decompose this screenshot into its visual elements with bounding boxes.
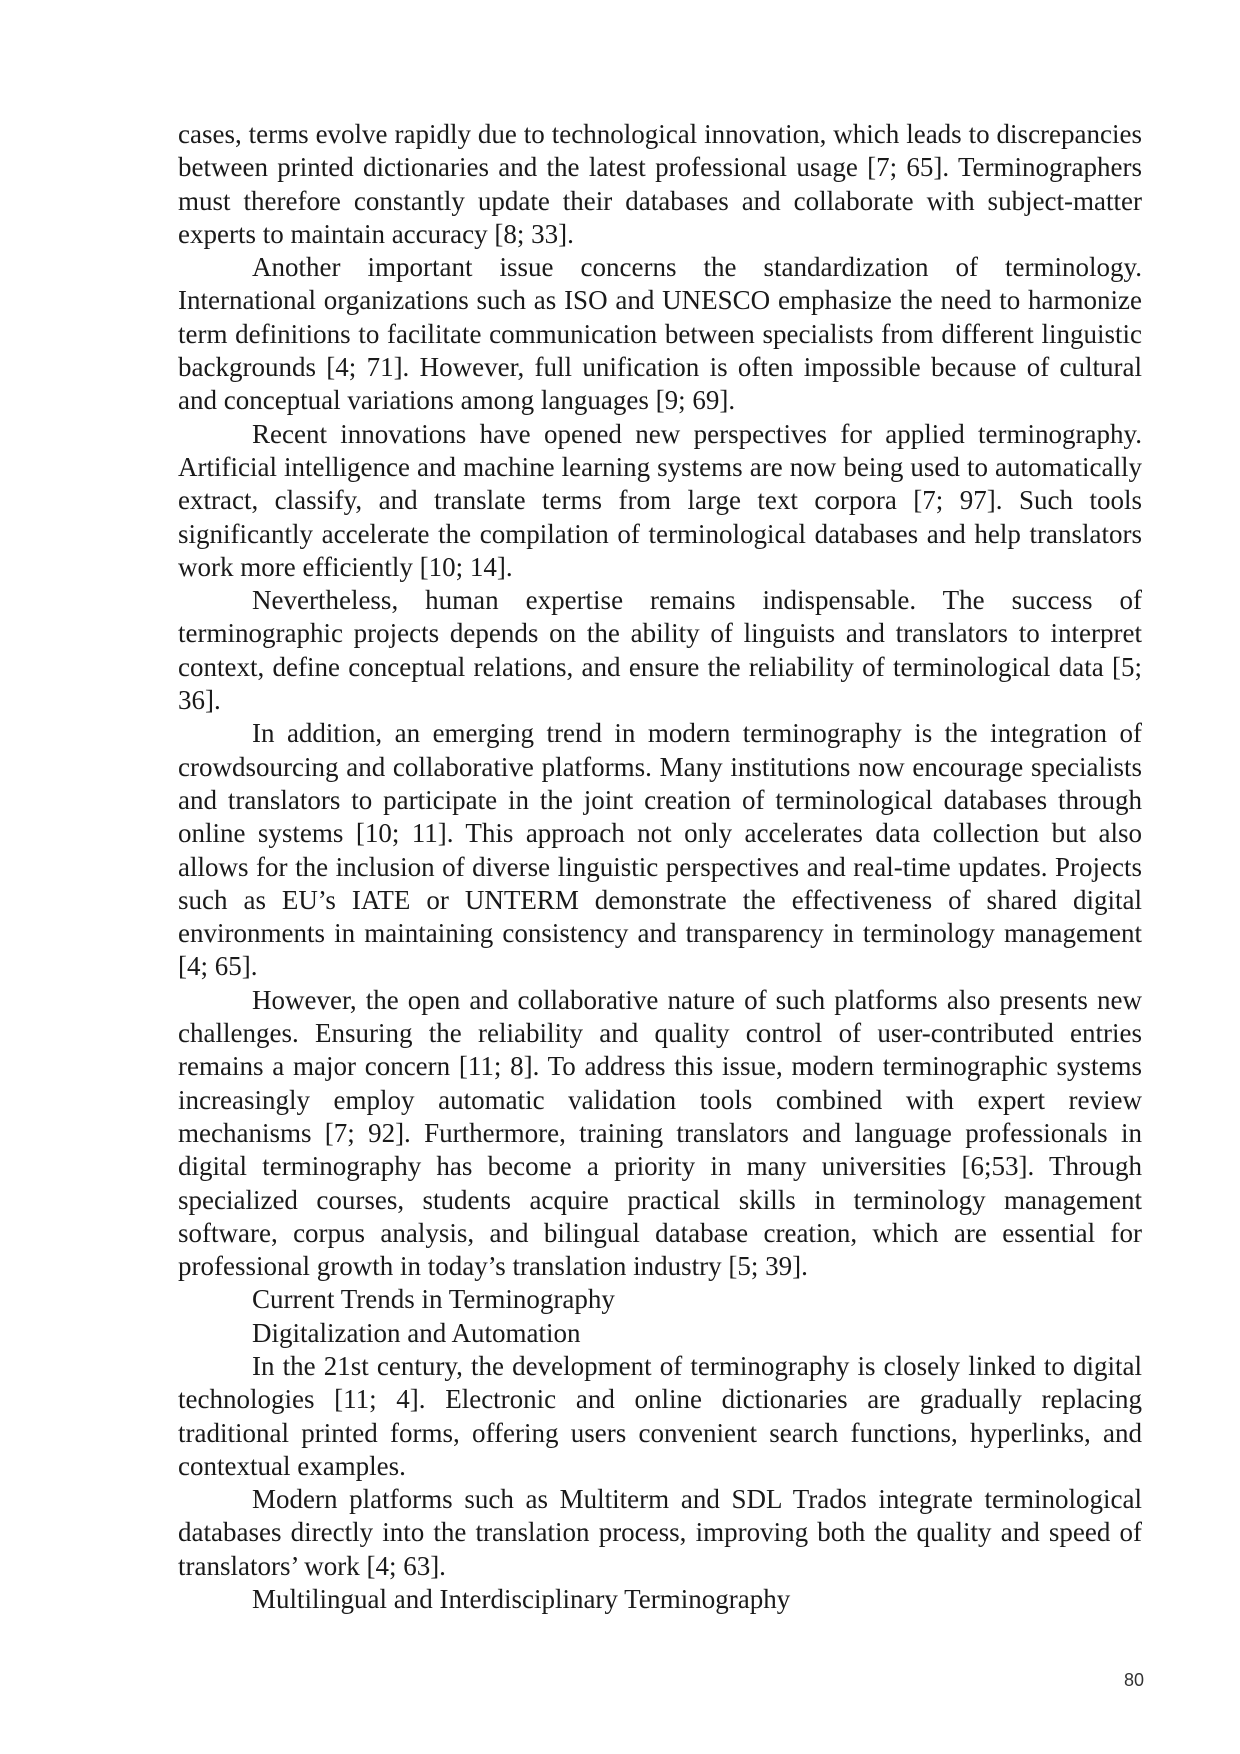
- paragraph: Modern platforms such as Multiterm and SDL Trados integrate terminological databases directly into the translation process, improving both the quality and speed of translators’ work [4; 63].: [178, 1484, 1142, 1581]
- section-heading: Current Trends in Terminography: [252, 1284, 615, 1315]
- subsection-heading: Multilingual and Interdisciplinary Terminography: [252, 1584, 791, 1615]
- page-number: 80: [1123, 1670, 1144, 1690]
- body-text: [178, 118, 1142, 1616]
- paragraph: In addition, an emerging trend in modern terminography is the integration of crowdsourcing and collaborative platforms. Many institutions now encourage specialists and translators to participate in the joint creation of terminological databases through online systems [10; 11]. This approach not only accelerates data collection but also allows for the inclusion of diverse linguistic perspectives and real-time updates. Projects such as EU’s IATE or UNTERM demonstrate the effectiveness of shared digital environments in maintaining consistency and transparency in terminology management [4; 65].: [178, 718, 1142, 982]
- paragraph: In the 21st century, the development of terminography is closely linked to digital technologies [11; 4]. Electronic and online dictionaries are gradually replacing traditional printed forms, offering users convenient search functions, hyperlinks, and contextual examples.: [178, 1350, 1142, 1481]
- paragraph: However, the open and collaborative nature of such platforms also presents new challenges. Ensuring the reliability and quality control of user-contributed entries remains a major concern [11; 8]. To address this issue, modern terminographic systems increasingly employ automatic validation tools combined with expert review mechanisms [7; 92]. Furthermore, training translators and language professionals in digital terminography has become a priority in many universities [6;53]. Through specialized courses, students acquire practical skills in terminology management software, corpus analysis, and bilingual database creation, which are essential for professional growth in today’s translation industry [5; 39].: [178, 984, 1142, 1282]
- subsection-heading: Digitalization and Automation: [252, 1317, 581, 1348]
- paragraph: cases, terms evolve rapidly due to technological innovation, which leads to discrepancies between printed dictionaries and the latest professional usage [7; 65]. Terminographers must therefore constantly update their databases and collaborate with subject-matter experts to maintain accuracy [8; 33].: [178, 119, 1142, 249]
- paragraph: Nevertheless, human expertise remains indispensable. The success of terminographic projects depends on the ability of linguists and translators to interpret context, define conceptual relations, and ensure the reliability of terminological data [5; 36].: [178, 585, 1142, 716]
- paragraph: Another important issue concerns the standardization of terminology. International organizations such as ISO and UNESCO emphasize the need to harmonize term definitions to facilitate communication between specialists from different linguistic backgrounds [4; 71]. However, full unification is often impossible because of cultural and conceptual variations among languages [9; 69].: [178, 252, 1142, 416]
- paragraph: Recent innovations have opened new perspectives for applied terminography. Artificial intelligence and machine learning systems are now being used to automatically extract, classify, and translate terms from large text corpora [7; 97]. Such tools significantly accelerate the compilation of terminological databases and help translators work more efficiently [10; 14].: [178, 418, 1142, 582]
